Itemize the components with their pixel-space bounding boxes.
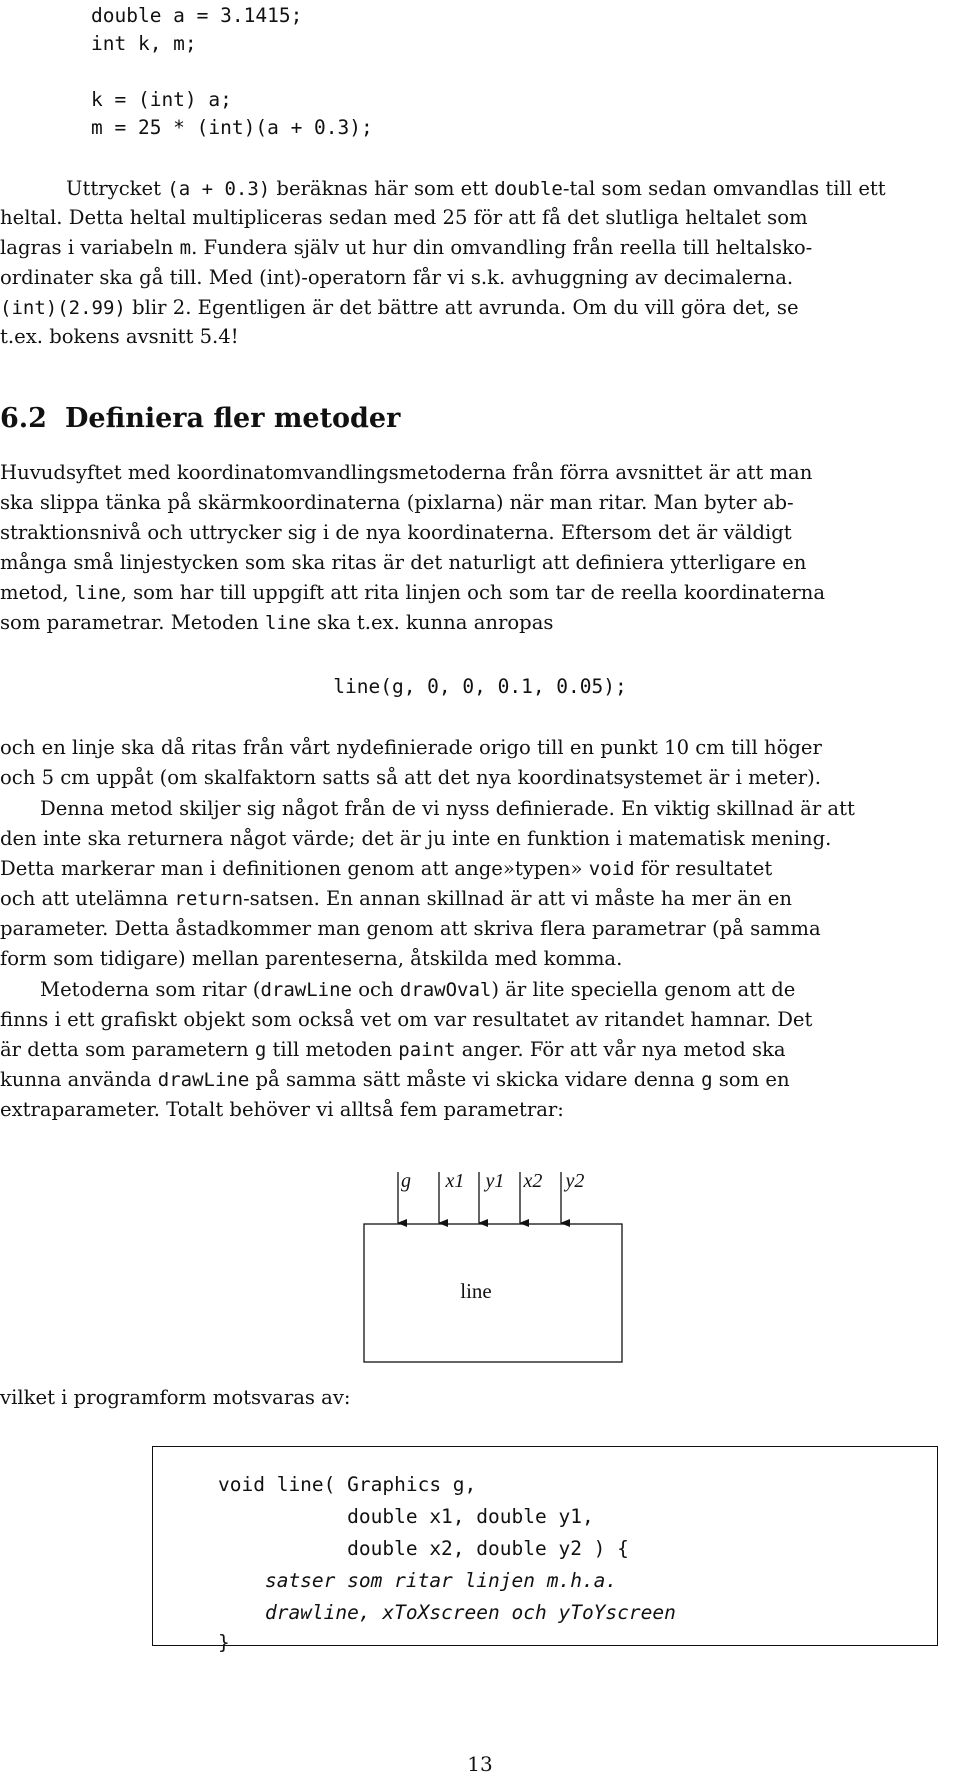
para2-line-3: straktionsnivå och uttrycker sig i de nya koordinaterna. Eftersom det är väldigt [0,521,792,544]
para1-line-1: Uttrycket (a + 0.3) beräknas här som ett double-tal som sedan omvandlas till ett [66,177,886,200]
code-box-line-1: void line( Graphics g, [218,1473,477,1496]
code-line-1: double a = 3.1415; [91,4,303,27]
line-method-diagram [0,1160,960,1365]
para5-line-1: Metoderna som ritar (drawLine och drawOval) är lite speciella genom att de [40,978,796,1001]
line-box [364,1224,622,1362]
section-title: Definiera fler metoder [64,403,401,434]
section-number: 6.2 [0,403,47,434]
code-box-line-6: } [218,1631,230,1654]
para1-line-4: ordinater ska gå till. Med (int)-operatorn får vi s.k. avhuggning av decimalerna. [0,266,794,289]
para1-line-3: lagras i variabeln m. Fundera själv ut hur din omvandling från reella till heltalsko- [0,236,813,259]
para2-line-5: metod, line, som har till uppgift att rita linjen och som tar de reella koordinaterna [0,581,826,604]
after-diagram-text: vilket i programform motsvaras av: [0,1386,351,1409]
para5-line-5: extraparameter. Totalt behöver vi alltså fem parametrar: [0,1098,564,1121]
para4-line-2: den inte ska returnera något värde; det är ju inte en funktion i matematisk mening. [0,827,832,850]
para2-line-1: Huvudsyftet med koordinatomvandlingsmetoderna från förra avsnittet är att man [0,461,813,484]
para4-line-4: och att utelämna return-satsen. En annan skillnad är att vi måste ha mer än en [0,887,792,910]
diagram-input-y2: y2 [565,1170,585,1192]
page-number: 13 [467,1752,493,1776]
code-box-line-3: double x2, double y2 ) { [218,1537,629,1560]
para1-line-5: (int)(2.99) blir 2. Egentligen är det bättre att avrunda. Om du vill göra det, se [0,296,799,319]
code-box-line-2: double x1, double y1, [218,1505,594,1528]
para1-line-6: t.ex. bokens avsnitt 5.4! [0,325,239,348]
section-heading [0,402,400,436]
code-line-5: m = 25 * (int)(a + 0.3); [91,116,373,139]
call-example: line(g, 0, 0, 0.1, 0.05); [333,675,627,698]
para4-line-1: Denna metod skiljer sig något från de vi nyss definierade. En viktig skillnad är att [40,797,855,820]
para4-line-5: parameter. Detta åstadkommer man genom att skriva flera parametrar (på samma [0,917,821,940]
para5-line-2: finns i ett grafiskt objekt som också vet om var resultatet av ritandet hamnar. Det [0,1008,813,1031]
code-box [152,1446,938,1654]
para3-line-2: och 5 cm uppåt (om skalfaktorn satts så att det nya koordinatsystemet är i meter). [0,766,822,789]
diagram-input-y1: y1 [485,1170,505,1192]
diagram-input-g: g [401,1170,411,1192]
para3-line-1: och en linje ska då ritas från vårt nydefinierade origo till en punkt 10 cm till höger [0,736,822,759]
para2-line-6: som parametrar. Metoden line ska t.ex. kunna anropas [0,611,554,634]
para5-line-4: kunna använda drawLine på samma sätt måste vi skicka vidare denna g som en [0,1068,790,1091]
para4-line-6: form som tidigare) mellan parenteserna, åtskilda med komma. [0,947,623,970]
diagram-input-x1: x1 [445,1170,465,1192]
line-box-label: line [460,1279,492,1303]
code-line-2: int k, m; [91,32,197,55]
para2-line-2: ska slippa tänka på skärmkoordinaterna (pixlarna) när man ritar. Man byter ab- [0,491,794,514]
diagram-input-x2: x2 [523,1170,543,1192]
code-box-line-5: drawline, xToXscreen och yToYscreen [218,1601,676,1624]
para5-line-3: är detta som parametern g till metoden paint anger. För att vår nya metod ska [0,1038,786,1061]
code-box-line-4: satser som ritar linjen m.h.a. [218,1569,618,1592]
para1-line-2: heltal. Detta heltal multipliceras sedan med 25 för att få det slutliga heltalet som [0,206,808,229]
code-line-4: k = (int) a; [91,88,232,111]
para2-line-4: många små linjestycken som ska ritas är det naturligt att definiera ytterligare en [0,551,807,574]
para4-line-3: Detta markerar man i definitionen genom att ange»typen» void för resultatet [0,857,773,880]
